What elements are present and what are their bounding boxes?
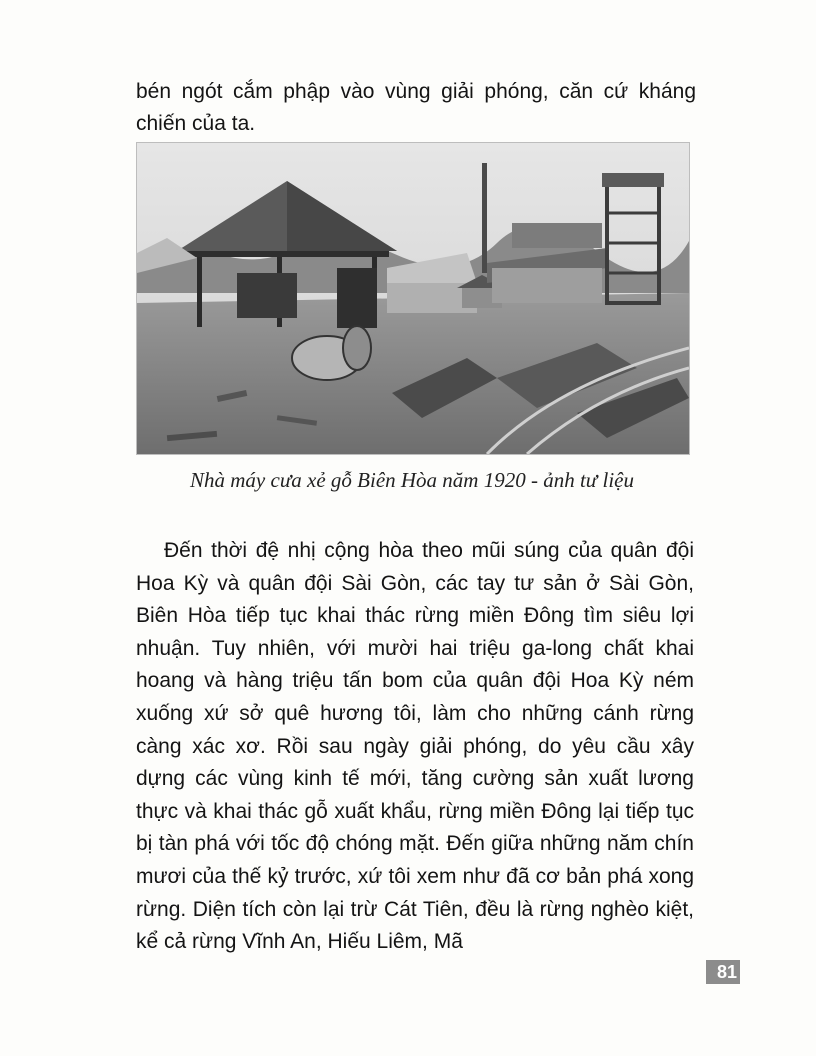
page-number: 81 [706,960,740,984]
intro-paragraph: bén ngót cắm phập vào vùng giải phóng, căn cứ kháng chiến của ta. [136,80,696,135]
sawmill-photo [136,142,690,455]
figure-caption: Nhà máy cưa xẻ gỗ Biên Hòa năm 1920 - ảnh tư liệu [190,468,634,492]
body-paragraph: Đến thời đệ nhị cộng hòa theo mũi súng của quân đội Hoa Kỳ và quân đội Sài Gòn, các tay tư sản ở Sài Gòn, Biên Hòa tiếp tục khai thác rừng miền Đông tìm siêu lợi nhuận. Tuy nhiên, với mười hai triệu ga-long chất khai hoang và hàng triệu tấn bom của quân đội Hoa Kỳ ném xuống xứ sở quê hương tôi, làm cho những cánh rừng càng xác xơ. Rồi sau ngày giải phóng, do yêu cầu xây dựng các vùng kinh tế mới, tăng cường sản xuất lương thực và khai thác gỗ xuất khẩu, rừng miền Đông lại tiếp tục bị tàn phá với tốc độ chóng mặt. Đến giữa những năm chín mươi của thế kỷ trước, xứ tôi xem như đã cơ bản phá xong rừng. Diện tích còn lại trừ Cát Tiên, đều là rừng nghèo kiệt, kể cả rừng Vĩnh An, Hiếu Liêm, Mã [136,539,694,954]
